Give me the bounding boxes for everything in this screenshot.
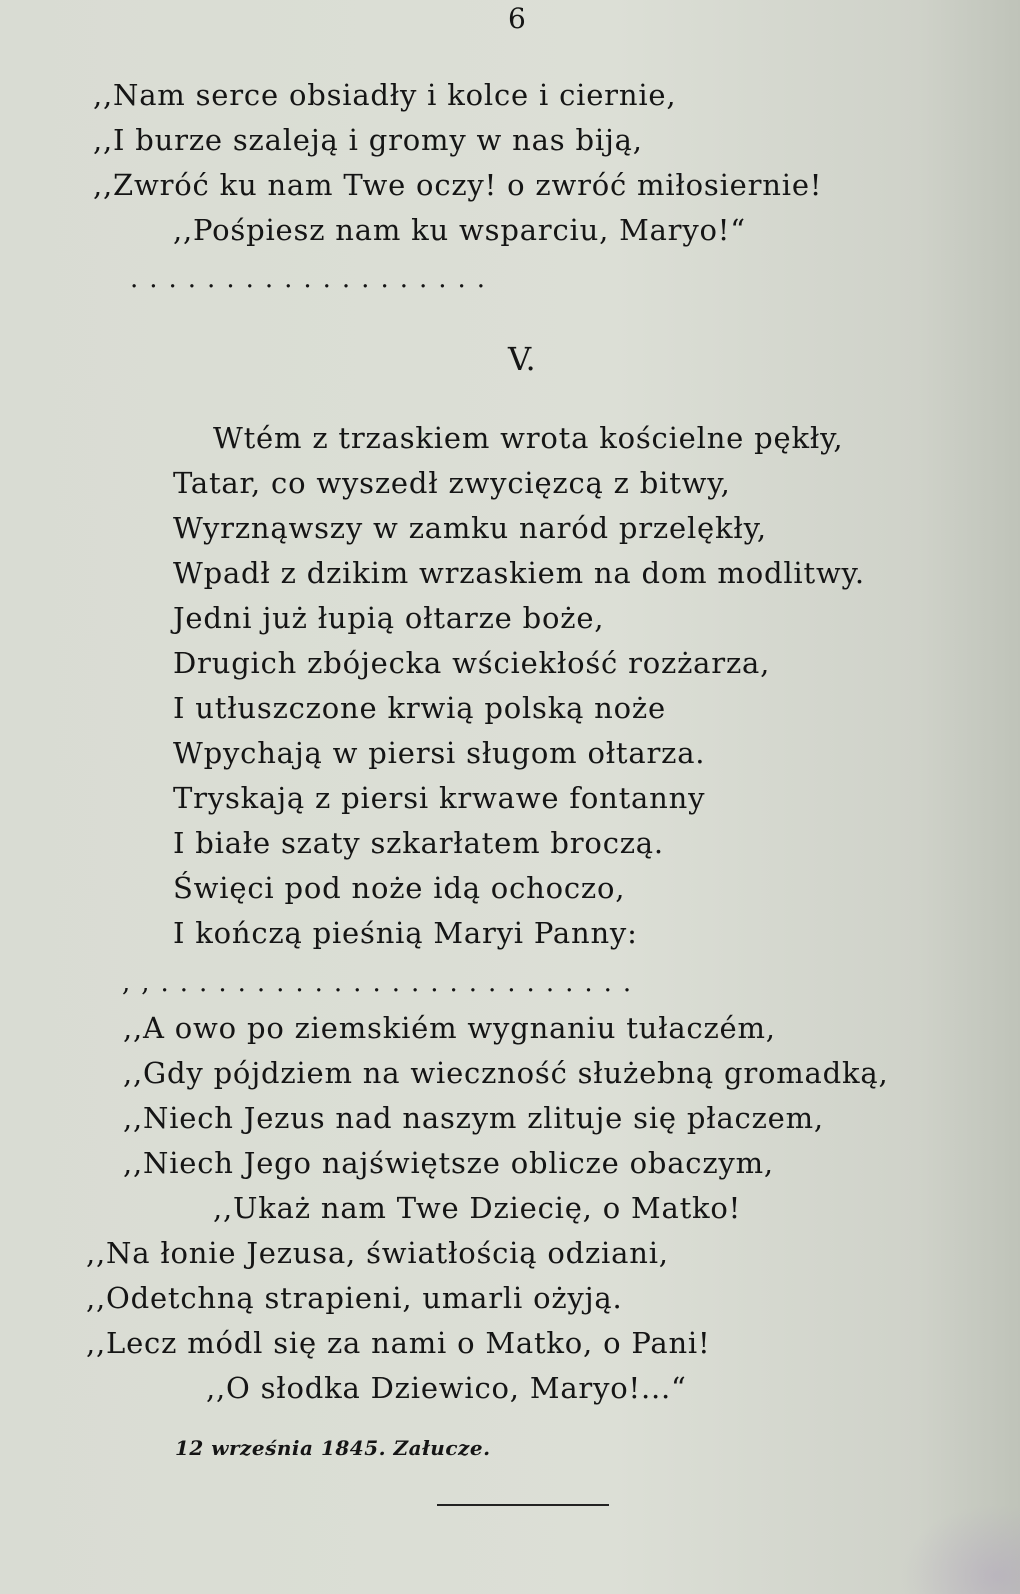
verse-line: Wpadł z dzikim wrzaskiem na dom modlitwy. xyxy=(173,556,865,590)
verse-line: ,,Niech Jezus nad naszym zlituje się płaczem, xyxy=(123,1101,824,1135)
verse-line: Wyrznąwszy w zamku naród przelękły, xyxy=(173,511,767,545)
verse-line: Drugich zbójecka wściekłość rozżarza, xyxy=(173,646,771,680)
section-heading: V. xyxy=(508,340,536,378)
verse-line: I utłuszczone krwią polską noże xyxy=(173,691,666,725)
verse-line: ,,Lecz módl się za nami o Matko, o Pani! xyxy=(86,1326,711,1360)
verse-line: ,,Gdy pójdziem na wieczność służebną gromadką, xyxy=(123,1056,889,1090)
closing-rule xyxy=(437,1504,609,1506)
ellipsis-divider: ................... xyxy=(130,264,497,294)
verse-line: Wtém z trzaskiem wrota kościelne pękły, xyxy=(213,421,844,455)
verse-line: ,,Na łonie Jezusa, światłością odziani, xyxy=(86,1236,669,1270)
verse-line: ,,Odetchną strapieni, umarli ożyją. xyxy=(86,1281,623,1315)
verse-line: ,,Ukaż nam Twe Dziecię, o Matko! xyxy=(213,1191,742,1225)
verse-line: I kończą pieśnią Maryi Panny: xyxy=(173,916,638,950)
verse-line: ,,Pośpiesz nam ku wsparciu, Maryo!“ xyxy=(173,213,746,247)
verse-line: I białe szaty szkarłatem broczą. xyxy=(173,826,664,860)
verse-line: ,,Zwróć ku nam Twe oczy! o zwróć miłosiernie! xyxy=(93,168,823,202)
verse-line: Tatar, co wyszedł zwycięzcą z bitwy, xyxy=(173,466,731,500)
page-number: 6 xyxy=(508,2,526,35)
date-place-signature: 12 września 1845. Załucze. xyxy=(175,1436,491,1460)
verse-line: ,,I burze szaleją i gromy w nas biją, xyxy=(93,123,643,157)
ellipsis-divider: ,,......................... xyxy=(122,968,643,998)
verse-line: Święci pod noże idą ochoczo, xyxy=(173,871,626,905)
verse-line: ,,Nam serce obsiadły i kolce i ciernie, xyxy=(93,78,677,112)
paper-stain xyxy=(900,1504,1020,1594)
verse-line: Jedni już łupią ołtarze boże, xyxy=(173,601,605,635)
verse-line: Tryskają z piersi krwawe fontanny xyxy=(173,781,706,815)
verse-line: ,,O słodka Dziewico, Maryo!...“ xyxy=(206,1371,687,1405)
verse-line: Wpychają w piersi sługom ołtarza. xyxy=(173,736,706,770)
verse-line: ,,Niech Jego najświętsze oblicze obaczym, xyxy=(123,1146,774,1180)
verse-line: ,,A owo po ziemskiém wygnaniu tułaczém, xyxy=(123,1011,776,1045)
